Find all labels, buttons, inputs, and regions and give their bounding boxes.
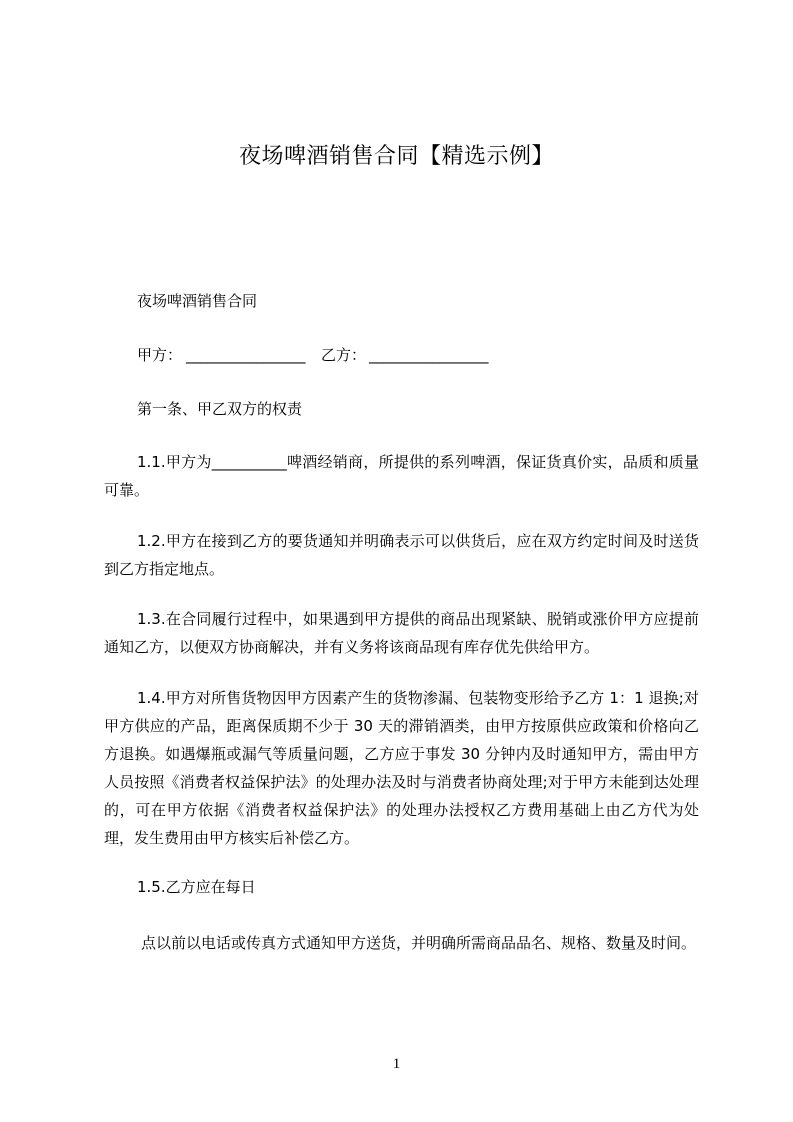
page-number: 1: [392, 1056, 401, 1072]
article-1-heading: 第一条、甲乙双方的权责: [137, 400, 303, 418]
clause-1-4: 1.4.甲方对所售货物因甲方因素产生的货物渗漏、包装物变形给予乙方 1：1 退换;对甲方供应的产品，距离保质期不少于 30 天的滞销酒类，由甲方按原供应政策和价格向乙方退换。如遇爆瓶或漏气等质量问题，乙方应于事发 30 分钟内及时通知甲方，需由甲方人员按照《消费者权益保护法》的处理办法及时与消费者协商处理;对于甲方未能到达处理的，可在甲方依据《消费者权益保护法》的处理办法授权乙方费用基础上由乙方代为处理，发生费用由甲方核实后补偿乙方。: [104, 689, 699, 847]
clause-1-1: 1.1.甲方为__________啤酒经销商，所提供的系列啤酒，保证货真价实，品质和质量可靠。: [104, 453, 699, 499]
clause-1-3: 1.3.在合同履行过程中，如果遇到甲方提供的商品出现紧缺、脱销或涨价甲方应提前通知乙方，以便双方协商解决，并有义务将该商品现有库存优先供给甲方。: [104, 610, 699, 656]
clause-1-5: 1.5.乙方应在每日: [137, 878, 256, 896]
party-a-label: 甲方：: [137, 346, 183, 364]
clause-1-2: 1.2.甲方在接到乙方的要货通知并明确表示可以供货后，应在双方约定时间及时送货到乙方指定地点。: [104, 532, 699, 578]
contract-subtitle: 夜场啤酒销售合同: [137, 292, 258, 310]
document-title: 夜场啤酒销售合同【精选示例】: [238, 144, 554, 169]
clause-1-5-continued: 点以前以电话或传真方式通知甲方送货，并明确所需商品品名、规格、数量及时间。: [141, 934, 697, 952]
party-a-blank: _________________: [186, 346, 305, 364]
party-b-label: 乙方：: [321, 346, 367, 364]
party-b-blank: _________________: [369, 346, 488, 364]
